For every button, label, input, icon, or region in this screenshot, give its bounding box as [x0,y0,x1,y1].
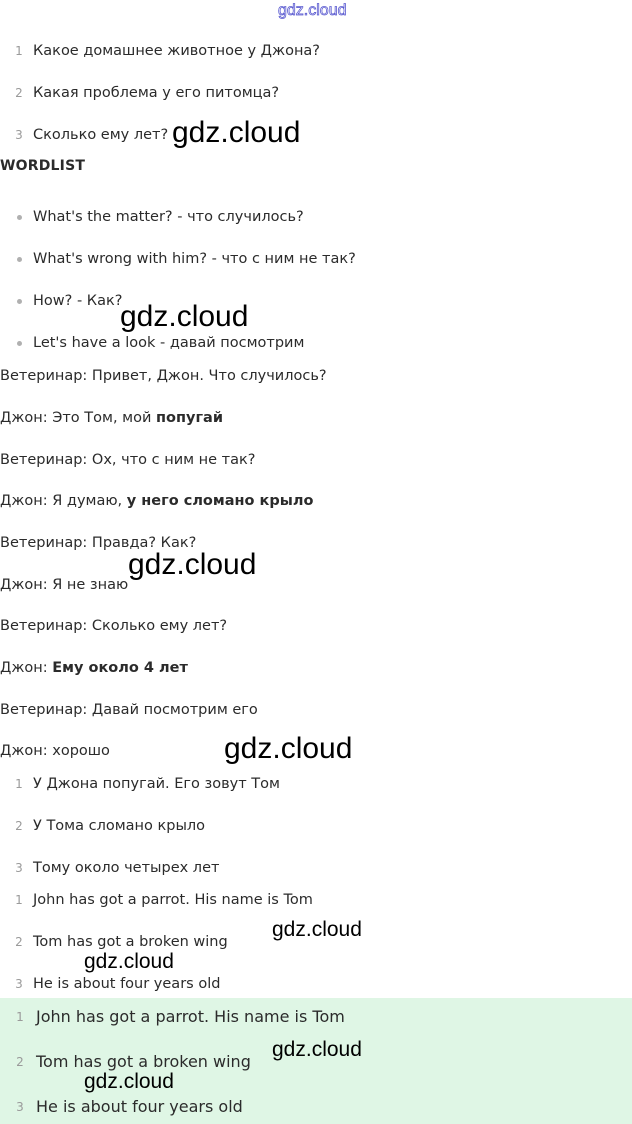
dialogue-line: Ветеринар: Сколько ему лет? [0,618,228,634]
watermark: gdz.cloud [84,950,174,973]
dialogue-line: Джон: Ему около 4 лет [0,660,188,676]
watermark: gdz.cloud [224,732,353,765]
dialogue-line: Джон: Я думаю, у него сломано крыло [0,493,314,509]
bullet-icon [17,341,22,346]
list-item: Какая проблема у его питомца? [33,85,280,101]
list-number: 3 [15,128,23,142]
bullet-icon [17,257,22,262]
list-item: He is about four years old [36,1097,243,1116]
list-number: 2 [15,86,23,100]
wordlist-item: How? - Как? [33,293,123,309]
list-item: У Джона попугай. Его зовут Том [33,776,280,792]
list-number: 2 [15,819,23,833]
dialogue-line: Ветеринар: Правда? Как? [0,535,197,551]
dialogue-line: Ветеринар: Привет, Джон. Что случилось? [0,368,327,384]
list-number: 3 [16,1100,24,1114]
list-number: 3 [15,861,23,875]
wordlist-item: What's wrong with him? - что с ним не так? [33,251,356,267]
wordlist-item: Let's have a look - давай посмотрим [33,335,305,351]
list-item: Тому около четырех лет [33,860,220,876]
wordlist-item: What's the matter? - что случилось? [33,209,304,225]
dialogue-line: Ветеринар: Ох, что с ним не так? [0,452,256,468]
answer-box [0,998,632,1124]
list-number: 1 [16,1010,24,1024]
list-number: 2 [16,1055,24,1069]
list-item: Какое домашнее животное у Джона? [33,43,321,59]
watermark: gdz.cloud [128,548,257,581]
list-number: 3 [15,977,23,991]
wordlist-heading: WORDLIST [0,158,86,174]
watermark: gdz.cloud [120,300,249,333]
bullet-icon [17,215,22,220]
dialogue-line: Джон: хорошо [0,743,110,759]
list-item: He is about four years old [33,976,221,992]
bullet-icon [17,299,22,304]
watermark-top: gdz.cloud [278,2,347,19]
watermark: gdz.cloud [272,918,362,941]
dialogue-line: Джон: Это Том, мой попугай [0,410,224,426]
list-number: 2 [15,935,23,949]
list-item: John has got a parrot. His name is Tom [33,892,313,908]
watermark: gdz.cloud [172,116,301,149]
dialogue-line: Ветеринар: Давай посмотрим его [0,702,258,718]
list-item: John has got a parrot. His name is Tom [36,1007,345,1026]
dialogue-line: Джон: Я не знаю [0,577,129,593]
watermark: gdz.cloud [272,1038,362,1061]
list-item: Сколько ему лет? [33,127,169,143]
list-number: 1 [15,893,23,907]
watermark: gdz.cloud [84,1070,174,1093]
list-item: У Тома сломано крыло [33,818,206,834]
list-number: 1 [15,44,23,58]
list-number: 1 [15,777,23,791]
list-item: Tom has got a broken wing [36,1052,251,1071]
list-item: Tom has got a broken wing [33,934,228,950]
